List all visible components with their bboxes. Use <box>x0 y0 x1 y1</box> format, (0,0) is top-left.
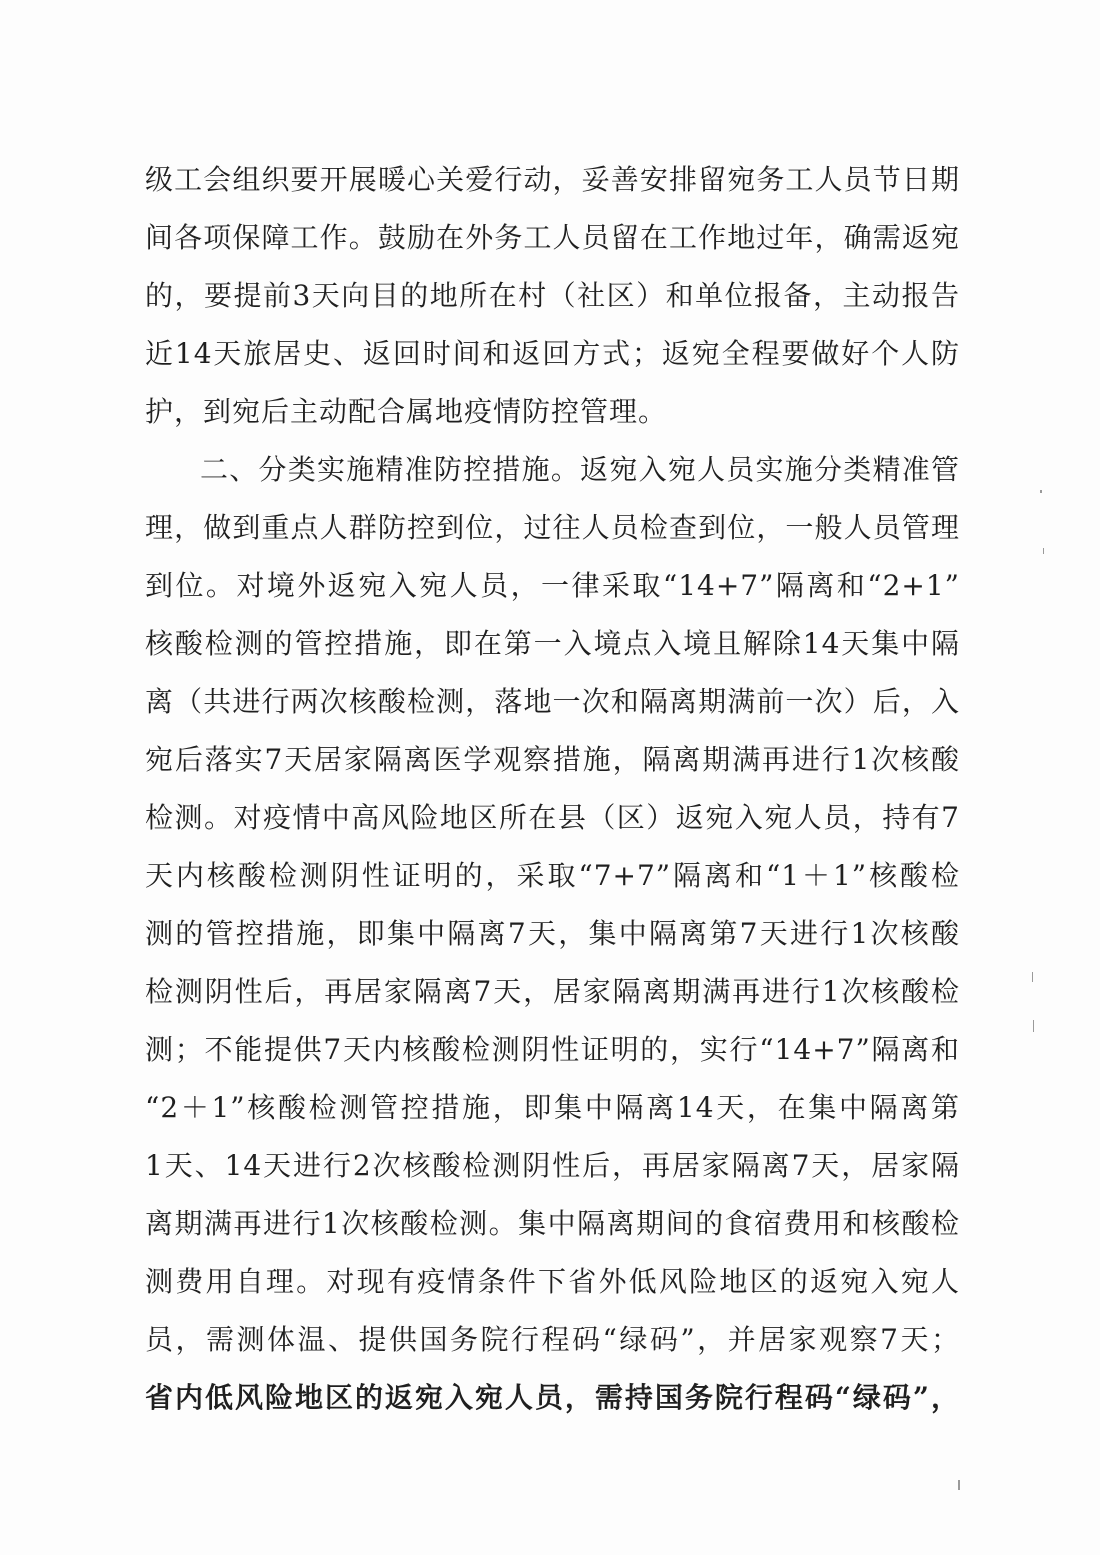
text-line: “2＋1”核酸检测管控措施，即集中隔离14天，在集中隔离第 <box>145 1091 960 1124</box>
text-line: 天内核酸检测阴性证明的，采取“7+7”隔离和“1＋1”核酸检 <box>145 859 960 892</box>
text-line: 离（共进行两次核酸检测，落地一次和隔离期满前一次）后，入 <box>145 685 960 718</box>
text-line: 护，到宛后主动配合属地疫情防控管理。 <box>145 395 668 428</box>
text-line: 理，做到重点人群防控到位，过往人员检查到位，一般人员管理 <box>145 511 960 544</box>
text-line: 省内低风险地区的返宛入宛人员，需持国务院行程码“绿码”， <box>145 1381 960 1414</box>
text-line: 宛后落实7天居家隔离医学观察措施，隔离期满再进行1次核酸 <box>145 743 960 776</box>
scan-speck <box>1040 490 1042 493</box>
section-heading-line: 二、分类实施精准防控措施。返宛入宛人员实施分类精准管 <box>200 453 960 486</box>
text-line: 检测。对疫情中高风险地区所在县（区）返宛入宛人员，持有7 <box>145 801 960 834</box>
text-line: 测；不能提供7天内核酸检测阴性证明的，实行“14+7”隔离和 <box>145 1033 960 1066</box>
text-line: 1天、14天进行2次核酸检测阴性后，再居家隔离7天，居家隔 <box>145 1149 960 1182</box>
text-line: 间各项保障工作。鼓励在外务工人员留在工作地过年，确需返宛 <box>145 221 960 254</box>
text-line: 的，要提前3天向目的地所在村（社区）和单位报备，主动报告 <box>145 279 960 312</box>
scan-speck <box>1043 548 1044 554</box>
text-line: 级工会组织要开展暖心关爱行动，妥善安排留宛务工人员节日期 <box>145 163 960 196</box>
text-line: 到位。对境外返宛入宛人员，一律采取“14+7”隔离和“2+1” <box>145 569 960 602</box>
text-line: 核酸检测的管控措施，即在第一入境点入境且解除14天集中隔 <box>145 627 960 660</box>
text-line: 员，需测体温、提供国务院行程码“绿码”，并居家观察7天； <box>145 1323 960 1356</box>
text-line: 测费用自理。对现有疫情条件下省外低风险地区的返宛入宛人 <box>145 1265 960 1298</box>
scan-speck <box>1032 972 1033 982</box>
text-line: 离期满再进行1次核酸检测。集中隔离期间的食宿费用和核酸检 <box>145 1207 960 1240</box>
text-line: 检测阴性后，再居家隔离7天，居家隔离期满再进行1次核酸检 <box>145 975 960 1008</box>
text-line: 近14天旅居史、返回时间和返回方式；返宛全程要做好个人防 <box>145 337 960 370</box>
scan-speck <box>958 1480 960 1490</box>
scan-speck <box>1033 1020 1034 1032</box>
text-line: 测的管控措施，即集中隔离7天，集中隔离第7天进行1次核酸 <box>145 917 960 950</box>
